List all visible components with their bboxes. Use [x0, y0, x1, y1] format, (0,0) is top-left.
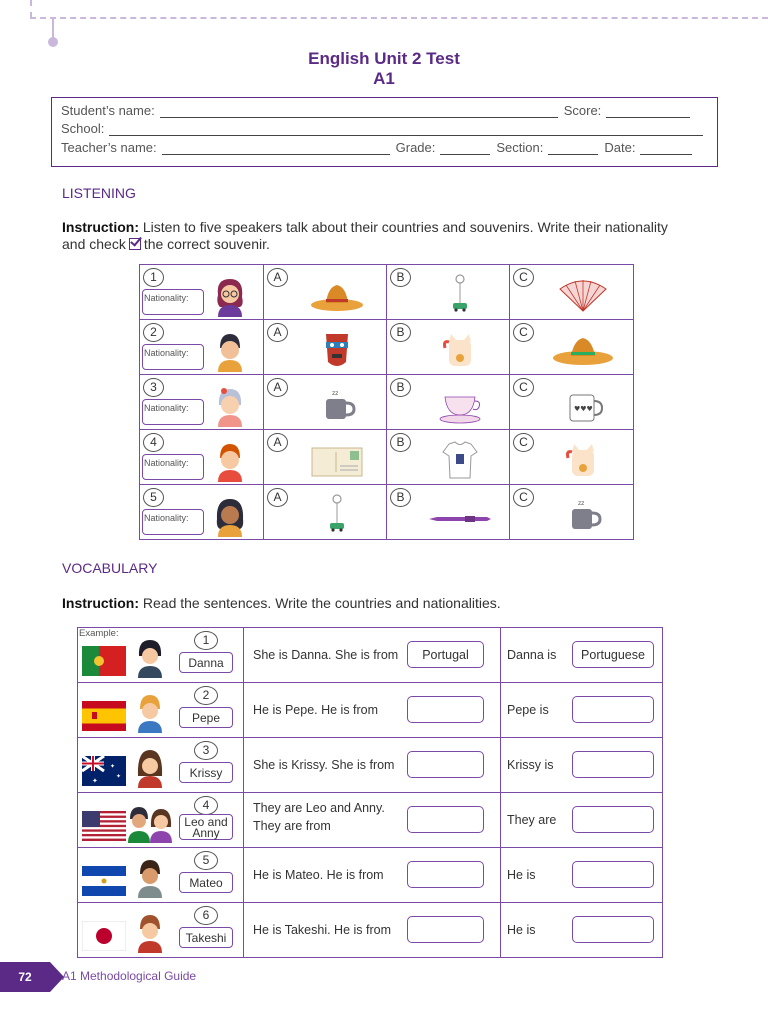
- sentence-text: He is Pepe. He is from: [253, 703, 379, 717]
- nationality-answer-field[interactable]: [572, 861, 654, 888]
- sentence-line1: They are Leo and Anny.: [253, 801, 385, 815]
- sentence-text: He is Takeshi. He is from: [253, 923, 392, 937]
- person-cell: [78, 903, 244, 958]
- nationality-cell: [501, 628, 663, 683]
- hand-fan-icon: [548, 273, 618, 315]
- instruction-text: the correct souvenir.: [143, 236, 270, 252]
- option-b-label: B: [390, 488, 411, 507]
- example-label: Example:: [79, 628, 119, 639]
- tribal-mask-icon: [302, 328, 372, 370]
- girl-avatar-icon: [212, 495, 248, 537]
- instruction-label: Instruction:: [62, 219, 139, 235]
- girl-avatar-icon: [212, 385, 248, 427]
- table-row: [140, 265, 634, 320]
- country-cell: [244, 683, 501, 738]
- section-field[interactable]: [548, 142, 598, 155]
- tshirt-icon: [425, 438, 495, 480]
- student-name-row: [61, 100, 696, 118]
- nationality-cell: [501, 738, 663, 793]
- option-c-cell[interactable]: [510, 430, 634, 485]
- option-c-label: C: [513, 488, 534, 507]
- japan-flag-icon: [82, 921, 126, 951]
- nationality-field[interactable]: Nationality:: [142, 399, 204, 425]
- listening-heading: LISTENING: [62, 185, 136, 201]
- option-a-cell[interactable]: [264, 320, 387, 375]
- checkbox-icon: [129, 238, 141, 250]
- boy-avatar-icon: [212, 330, 248, 372]
- student-info-box: [51, 97, 718, 167]
- nationality-label: Danna is: [507, 648, 557, 662]
- nationality-cell: [501, 848, 663, 903]
- boy-avatar-icon: [134, 911, 166, 953]
- girl-avatar-icon: [134, 636, 166, 678]
- portugal-flag-icon: [82, 646, 126, 676]
- decorative-dashed-line: [30, 17, 768, 19]
- table-row: [78, 793, 663, 848]
- speaker-cell: [140, 265, 264, 320]
- sentence-text: She is Krissy. She is from: [253, 758, 395, 772]
- instruction-text: Read the sentences. Write the countries and nationalities.: [139, 595, 501, 611]
- nationality-answer-field[interactable]: [572, 696, 654, 723]
- speaker-cell: [140, 375, 264, 430]
- nationality-cell: [501, 903, 663, 958]
- school-field[interactable]: [109, 123, 703, 136]
- svg-text:zz: zz: [578, 500, 585, 507]
- vocabulary-instruction: [62, 595, 722, 612]
- australia-flag-icon: [82, 756, 126, 786]
- option-c-cell[interactable]: [510, 265, 634, 320]
- speaker-number: 2: [143, 323, 164, 342]
- instruction-text: and check: [62, 236, 126, 252]
- student-name-field[interactable]: [160, 105, 558, 118]
- person-name-line2: Anny: [192, 826, 220, 840]
- option-b-cell[interactable]: [387, 375, 510, 430]
- option-b-label: B: [390, 433, 411, 452]
- item-number: 2: [194, 686, 218, 705]
- boy-avatar-icon: [134, 691, 166, 733]
- table-row: [78, 683, 663, 738]
- page-level: A1: [373, 69, 395, 88]
- item-number: 5: [194, 851, 218, 870]
- grade-field[interactable]: [440, 142, 490, 155]
- nationality-answer-field[interactable]: Portuguese: [572, 641, 654, 668]
- school-row: [61, 118, 709, 136]
- nationality-label: He is: [507, 868, 536, 882]
- option-c-cell[interactable]: [510, 375, 634, 430]
- sentence-line2: They are from: [253, 819, 331, 833]
- table-row: [78, 628, 663, 683]
- option-a-cell[interactable]: [264, 430, 387, 485]
- nationality-field[interactable]: Nationality:: [142, 509, 204, 535]
- option-a-label: A: [267, 268, 288, 287]
- page-title: English Unit 2 Test: [308, 49, 460, 68]
- svg-text:✦: ✦: [92, 777, 98, 785]
- speaker-number: 1: [143, 268, 164, 287]
- teacup-icon: [425, 383, 495, 425]
- option-c-cell[interactable]: [510, 485, 634, 540]
- speaker-number: 5: [143, 488, 164, 507]
- person-cell: [78, 738, 244, 793]
- speaker-cell: [140, 320, 264, 375]
- sentence-text: She is Danna. She is from: [253, 648, 399, 662]
- country-answer-field[interactable]: Portugal: [407, 641, 484, 668]
- coffee-mug-icon: [302, 383, 372, 425]
- person-cell: [78, 683, 244, 738]
- decorative-dot: [48, 37, 58, 47]
- person-name: Takeshi: [179, 927, 233, 948]
- speaker-cell: [140, 485, 264, 540]
- vocabulary-heading: VOCABULARY: [62, 560, 158, 576]
- pen-icon: [425, 493, 495, 535]
- option-c-label: C: [513, 323, 534, 342]
- sentence-text: [253, 799, 385, 835]
- nationality-label: Pepe is: [507, 703, 549, 717]
- section-label: Section:: [496, 140, 544, 155]
- option-a-cell[interactable]: [264, 375, 387, 430]
- boy-avatar-icon: [212, 440, 248, 482]
- nationality-answer-field[interactable]: [572, 751, 654, 778]
- table-row: [140, 375, 634, 430]
- svg-text:zz: zz: [332, 390, 339, 397]
- girl-avatar-icon: [212, 275, 248, 317]
- country-answer-field[interactable]: [407, 751, 484, 778]
- decorative-pin: [52, 18, 54, 38]
- nationality-answer-field[interactable]: [572, 806, 654, 833]
- instruction-label: Instruction:: [62, 595, 139, 611]
- country-cell: [244, 738, 501, 793]
- footer-text: A1 Methodological Guide: [62, 969, 197, 983]
- nationality-label: They are: [507, 813, 557, 827]
- date-label: Date:: [604, 140, 636, 155]
- option-b-label: B: [390, 268, 411, 287]
- table-row: [78, 738, 663, 793]
- usa-flag-icon: [82, 811, 126, 841]
- table-row: [140, 485, 634, 540]
- nationality-label: Krissy is: [507, 758, 554, 772]
- boy-avatar-icon: [134, 856, 166, 898]
- el-salvador-flag-icon: [82, 866, 126, 896]
- sombrero-icon: [548, 328, 618, 370]
- option-a-label: A: [267, 378, 288, 397]
- option-c-cell[interactable]: [510, 320, 634, 375]
- nationality-answer-field[interactable]: [572, 916, 654, 943]
- country-answer-field[interactable]: [407, 861, 484, 888]
- svg-text:✦: ✦: [110, 763, 116, 770]
- option-a-label: A: [267, 488, 288, 507]
- coffee-mug-icon: [548, 493, 618, 535]
- item-number: 1: [194, 631, 218, 650]
- option-c-label: C: [513, 433, 534, 452]
- student-name-label: Student’s name:: [61, 103, 155, 118]
- spain-flag-icon: [82, 701, 126, 731]
- table-row: [78, 903, 663, 958]
- item-number: 3: [194, 741, 218, 760]
- nationality-field[interactable]: Nationality:: [142, 344, 204, 370]
- grade-label: Grade:: [395, 140, 436, 155]
- country-cell: [244, 848, 501, 903]
- country-answer-field[interactable]: [407, 696, 484, 723]
- lucky-cat-icon: [548, 438, 618, 480]
- country-cell: [244, 793, 501, 848]
- sentence-text: He is Mateo. He is from: [253, 868, 384, 882]
- decorative-border: [30, 0, 56, 18]
- option-b-cell[interactable]: [387, 265, 510, 320]
- page-number: 72: [0, 962, 50, 992]
- score-field[interactable]: [606, 105, 690, 118]
- table-row: [140, 320, 634, 375]
- option-b-cell[interactable]: [387, 320, 510, 375]
- sombrero-icon: [302, 273, 372, 315]
- option-b-label: B: [390, 378, 411, 397]
- teacher-row: [61, 137, 698, 155]
- person-name-line1: Leo and: [184, 815, 228, 829]
- option-a-cell[interactable]: [264, 265, 387, 320]
- listening-table: [139, 264, 634, 540]
- person-cell: [78, 848, 244, 903]
- nationality-field[interactable]: Nationality:: [142, 289, 204, 315]
- svg-text:♥♥♥: ♥♥♥: [574, 405, 593, 413]
- nationality-cell: [501, 683, 663, 738]
- person-cell: [78, 628, 244, 683]
- option-c-label: C: [513, 378, 534, 397]
- option-b-cell[interactable]: [387, 430, 510, 485]
- speaker-number: 4: [143, 433, 164, 452]
- two-kids-avatar-icon: [128, 801, 172, 843]
- lucky-cat-icon: [425, 328, 495, 370]
- vocabulary-table: [77, 627, 663, 958]
- country-answer-field[interactable]: [407, 806, 484, 833]
- speaker-number: 3: [143, 378, 164, 397]
- nationality-cell: [501, 793, 663, 848]
- postcard-icon: [302, 438, 372, 480]
- option-b-label: B: [390, 323, 411, 342]
- heart-mug-icon: [548, 383, 618, 425]
- person-name: Pepe: [179, 707, 233, 728]
- country-answer-field[interactable]: [407, 916, 484, 943]
- teacher-name-field[interactable]: [162, 142, 390, 155]
- option-a-label: A: [267, 323, 288, 342]
- listening-instruction: [62, 219, 722, 253]
- keychain-car-icon: [425, 273, 495, 315]
- person-name: [179, 814, 233, 840]
- svg-text:✦: ✦: [116, 773, 122, 780]
- girl-avatar-icon: [134, 746, 166, 788]
- option-a-cell[interactable]: [264, 485, 387, 540]
- person-cell: [78, 793, 244, 848]
- instruction-text: Listen to five speakers talk about their countries and souvenirs. Write their nationality: [139, 219, 668, 235]
- item-number: 6: [194, 906, 218, 925]
- country-cell: [244, 628, 501, 683]
- nationality-label: He is: [507, 923, 536, 937]
- table-row: [78, 848, 663, 903]
- option-c-label: C: [513, 268, 534, 287]
- nationality-field[interactable]: Nationality:: [142, 454, 204, 480]
- person-name: Krissy: [179, 762, 233, 783]
- item-number: 4: [194, 796, 218, 815]
- date-field[interactable]: [640, 142, 692, 155]
- person-name: Danna: [179, 652, 233, 673]
- person-name: Mateo: [179, 872, 233, 893]
- option-b-cell[interactable]: [387, 485, 510, 540]
- country-cell: [244, 903, 501, 958]
- option-a-label: A: [267, 433, 288, 452]
- score-label: Score:: [563, 103, 602, 118]
- school-label: School:: [61, 121, 105, 136]
- table-row: [140, 430, 634, 485]
- speaker-cell: [140, 430, 264, 485]
- keychain-car-icon: [302, 493, 372, 535]
- teacher-name-label: Teacher’s name:: [61, 140, 157, 155]
